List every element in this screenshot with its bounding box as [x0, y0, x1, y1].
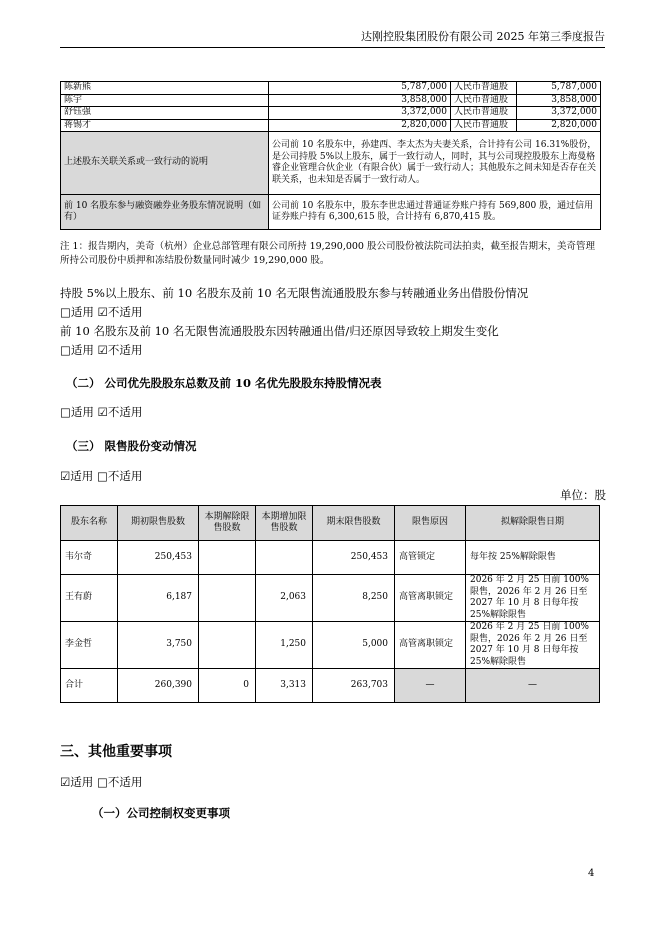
- release-date: 2026 年 2 月 25 日前 100%限售，2026 年 2 月 26 日至 2027 年 10 月 8 日每年按 25%解除限售: [466, 622, 600, 669]
- preferred-heading: （二） 公司优先股股东总数及前 10 名优先股股东持股情况表: [66, 376, 382, 390]
- preferred-checkbox[interactable]: □适用 ☑不适用: [60, 405, 143, 419]
- row-name: 王有蔚: [61, 575, 118, 622]
- restricted-checkbox[interactable]: ☑适用 □不适用: [60, 469, 143, 483]
- row-name: 合计: [61, 669, 118, 703]
- release-date: 2026 年 2 月 25 日前 100%限售，2026 年 2 月 26 日至 2027 年 10 月 8 日每年按 25%解除限售: [466, 575, 600, 622]
- share-type: 人民币普通股: [451, 107, 517, 120]
- table-row: [61, 669, 600, 703]
- begin-shares: 3,750: [118, 622, 199, 669]
- row-name: 李金哲: [61, 622, 118, 669]
- margin-text: 公司前 10 名股东中，股东李世忠通过普通证券账户持有 569,800 股，通过信用证券账户持有 6,300,615 股，合计持有 6,870,415 股。: [269, 195, 601, 230]
- begin-shares: 250,453: [118, 541, 199, 575]
- shares-count: 2,820,000: [269, 119, 451, 132]
- table-header-row: [61, 506, 600, 541]
- relation-row: [61, 132, 601, 195]
- end-shares: 8,250: [313, 575, 395, 622]
- column-header: 期末限售股数: [313, 506, 395, 541]
- share-type: 人民币普通股: [451, 94, 517, 107]
- header-rule: [60, 47, 605, 48]
- table-row: [61, 575, 600, 622]
- released-shares: [199, 575, 256, 622]
- end-shares: 263,703: [313, 669, 395, 703]
- shareholder-name: 蒋锡才: [61, 119, 269, 132]
- begin-shares: 6,187: [118, 575, 199, 622]
- row-name: 韦尔奇: [61, 541, 118, 575]
- unit-label: 单位：股: [560, 488, 606, 502]
- shareholder-row: [61, 119, 601, 132]
- top10-shareholders-table: [60, 81, 601, 230]
- shareholder-row: [61, 82, 601, 95]
- column-header: 股东名称: [61, 506, 118, 541]
- share-type: 人民币普通股: [451, 119, 517, 132]
- released-shares: 0: [199, 669, 256, 703]
- column-header: 限售原因: [395, 506, 466, 541]
- column-header: 拟解除限售日期: [466, 506, 600, 541]
- other-matters-heading: 三、其他重要事项: [60, 744, 172, 760]
- share-type: 人民币普通股: [451, 82, 517, 95]
- change-checkbox[interactable]: □适用 ☑不适用: [60, 343, 143, 357]
- released-shares: [199, 622, 256, 669]
- page-number: 4: [588, 868, 595, 879]
- restricted-shares-table: [60, 505, 600, 703]
- margin-label: 前 10 名股东参与融资融券业务股东情况说明（如有）: [61, 195, 269, 230]
- margin-row: [61, 195, 601, 230]
- shares-count: 5,787,000: [269, 82, 451, 95]
- shareholder-name: 舒钰强: [61, 107, 269, 120]
- shareholder-row: [61, 107, 601, 120]
- column-header: 本期增加限售股数: [256, 506, 313, 541]
- shareholder-name: 陈新熊: [61, 82, 269, 95]
- released-shares: [199, 541, 256, 575]
- shareholder-name: 陈宇: [61, 94, 269, 107]
- shares-count: 3,858,000: [269, 94, 451, 107]
- footnote: 注 1：报告期内，美奇（杭州）企业总部管理有限公司所持 19,290,000 股公司股份被法院司法拍卖，截至报告期末，美奇管理所持公司股份中质押和冻结股份数量同时减少 19,290,000 股。: [60, 241, 595, 266]
- restriction-reason: 高管离职锁定: [395, 575, 466, 622]
- change-title: 前 10 名股东及前 10 名无限售流通股股东因转融通出借/归还原因导致较上期发生变化: [60, 324, 499, 338]
- relation-text: 公司前 10 名股东中，孙建西、李太杰为夫妻关系，合计持有公司 16.31%股份，是公司持股 5%以上股东，属于一致行动人，同时，其与公司现控股股东上海曼格睿企业管理合伙企业（有限合伙）属于一致行动人；其他股东之间未知是否存在关联关系，也未知是否属于一致行动人。: [269, 132, 601, 195]
- column-header: 本期解除限售股数: [199, 506, 256, 541]
- shares-count: 3,372,000: [269, 107, 451, 120]
- shares-count-2: 5,787,000: [517, 82, 601, 95]
- added-shares: 2,063: [256, 575, 313, 622]
- shares-count-2: 3,372,000: [517, 107, 601, 120]
- end-shares: 250,453: [313, 541, 395, 575]
- release-date: —: [466, 669, 600, 703]
- report-header: 达刚控股集团股份有限公司 2025 年第三季度报告: [361, 30, 605, 43]
- lending-checkbox[interactable]: □适用 ☑不适用: [60, 305, 143, 319]
- shares-count-2: 2,820,000: [517, 119, 601, 132]
- added-shares: 3,313: [256, 669, 313, 703]
- restriction-reason: 高管锁定: [395, 541, 466, 575]
- restricted-heading: （三） 限售股份变动情况: [66, 439, 197, 453]
- release-date: 每年按 25%解除限售: [466, 541, 600, 575]
- lending-title: 持股 5%以上股东、前 10 名股东及前 10 名无限售流通股股东参与转融通业务出借股份情况: [60, 286, 529, 300]
- shareholder-row: [61, 94, 601, 107]
- other-checkbox[interactable]: ☑适用 □不适用: [60, 775, 143, 789]
- restriction-reason: 高管离职锁定: [395, 622, 466, 669]
- table-row: [61, 622, 600, 669]
- control-change-heading: （一）公司控制权变更事项: [92, 806, 230, 820]
- end-shares: 5,000: [313, 622, 395, 669]
- restriction-reason: —: [395, 669, 466, 703]
- column-header: 期初限售股数: [118, 506, 199, 541]
- added-shares: [256, 541, 313, 575]
- relation-label: 上述股东关联关系或一致行动的说明: [61, 132, 269, 195]
- begin-shares: 260,390: [118, 669, 199, 703]
- shares-count-2: 3,858,000: [517, 94, 601, 107]
- table-row: [61, 541, 600, 575]
- added-shares: 1,250: [256, 622, 313, 669]
